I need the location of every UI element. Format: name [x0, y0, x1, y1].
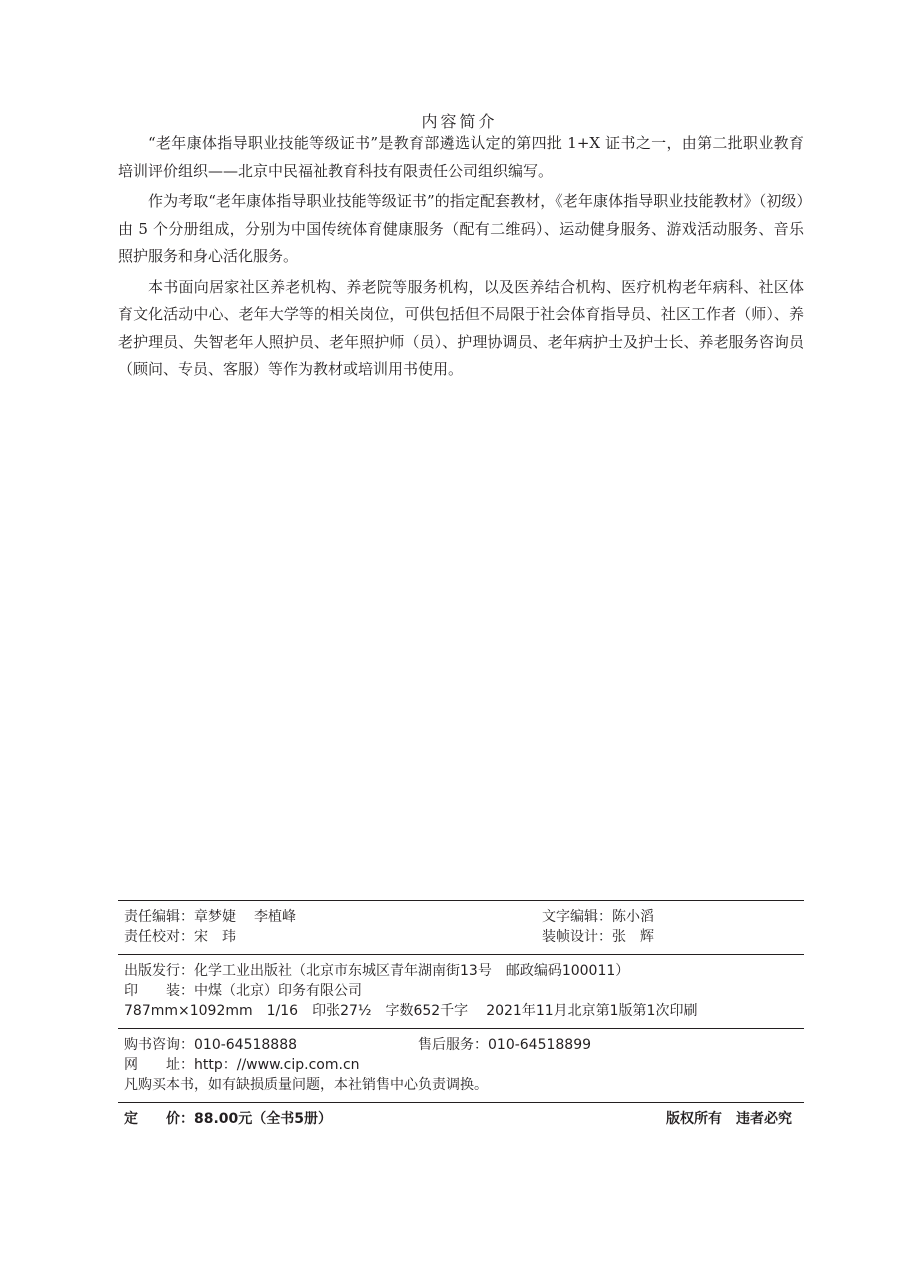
proofreader-label: 责任校对： — [124, 929, 194, 945]
copyright-notice: 版权所有 违者必究 — [666, 1111, 792, 1127]
book-specs: 787mm×1092mm 1/16 印张27½ 字数652千字 — [124, 1003, 469, 1019]
text-editor — [542, 907, 654, 927]
editor-name-1: 章梦婕 — [194, 909, 236, 925]
edition-info: 2021年11月北京第1版第1次印刷 — [486, 1003, 698, 1019]
defect-notice: 凡购买本书，如有缺损质量问题，本社销售中心负责调换。 — [124, 1077, 488, 1093]
contact-phones — [124, 1035, 804, 1055]
contact-block — [118, 1029, 804, 1102]
proofreader-name: 宋 玮 — [194, 929, 236, 945]
credits-block — [118, 901, 804, 954]
specs-line — [124, 1001, 804, 1021]
publishing-block — [118, 955, 804, 1028]
intro-text — [118, 130, 804, 387]
purchase-phone: 购书咨询：010-64518888 — [124, 1037, 298, 1053]
page-title: 内容简介 — [421, 112, 498, 131]
credits-row-1 — [124, 907, 804, 927]
intro-paragraph-1: “老年康体指导职业技能等级证书”是教育部遴选认定的第四批 1+X 证书之一，由第二批职业教育培训评价组织——北京中民福祉教育科技有限责任公司组织编写。 — [118, 134, 804, 180]
printer-line: 印 装：中煤（北京）印务有限公司 — [124, 983, 362, 999]
publisher-line: 出版发行：化学工业出版社（北京市东城区青年湖南街13号 邮政编码100011） — [124, 963, 630, 979]
intro-paragraph-2: 作为考取“老年康体指导职业技能等级证书”的指定配套教材，《老年康体指导职业技能教材》（初级）由 5 个分册组成，分别为中国传统体育健康服务（配有二维码）、运动健身服务、游戏活动服务、音乐照护服务和身心活化服务。 — [118, 192, 804, 265]
intro-paragraph-3: 本书面向居家社区养老机构、养老院等服务机构，以及医养结合机构、医疗机构老年病科、社区体育文化活动中心、老年大学等的相关岗位，可供包括但不局限于社会体育指导员、社区工作者（师）、养老护理员、失智老年人照护员、老年照护师（员）、护理协调员、老年病护士及护士长、养老服务咨询员（顾问、专员、客服）等作为教材或培训用书使用。 — [118, 277, 804, 378]
credits-row-2 — [124, 927, 804, 947]
cover-designer — [542, 927, 654, 947]
text-editor-label: 文字编辑： — [542, 909, 612, 925]
price-row — [118, 1106, 804, 1132]
colophon — [118, 900, 804, 1132]
aftersales-phone: 售后服务：010-64518899 — [418, 1037, 592, 1053]
divider — [118, 1102, 804, 1103]
editor-label: 责任编辑： — [124, 909, 194, 925]
price-label: 定 价： — [124, 1111, 194, 1127]
text-editor-name: 陈小滔 — [612, 909, 654, 925]
editor-name-2: 李植峰 — [254, 909, 296, 925]
cover-designer-name: 张 辉 — [612, 929, 654, 945]
cover-designer-label: 装帧设计： — [542, 929, 612, 945]
website-line[interactable]: 网 址：http：//www.cip.com.cn — [124, 1057, 360, 1073]
price-value: 88.00元（全书5册） — [194, 1111, 333, 1127]
